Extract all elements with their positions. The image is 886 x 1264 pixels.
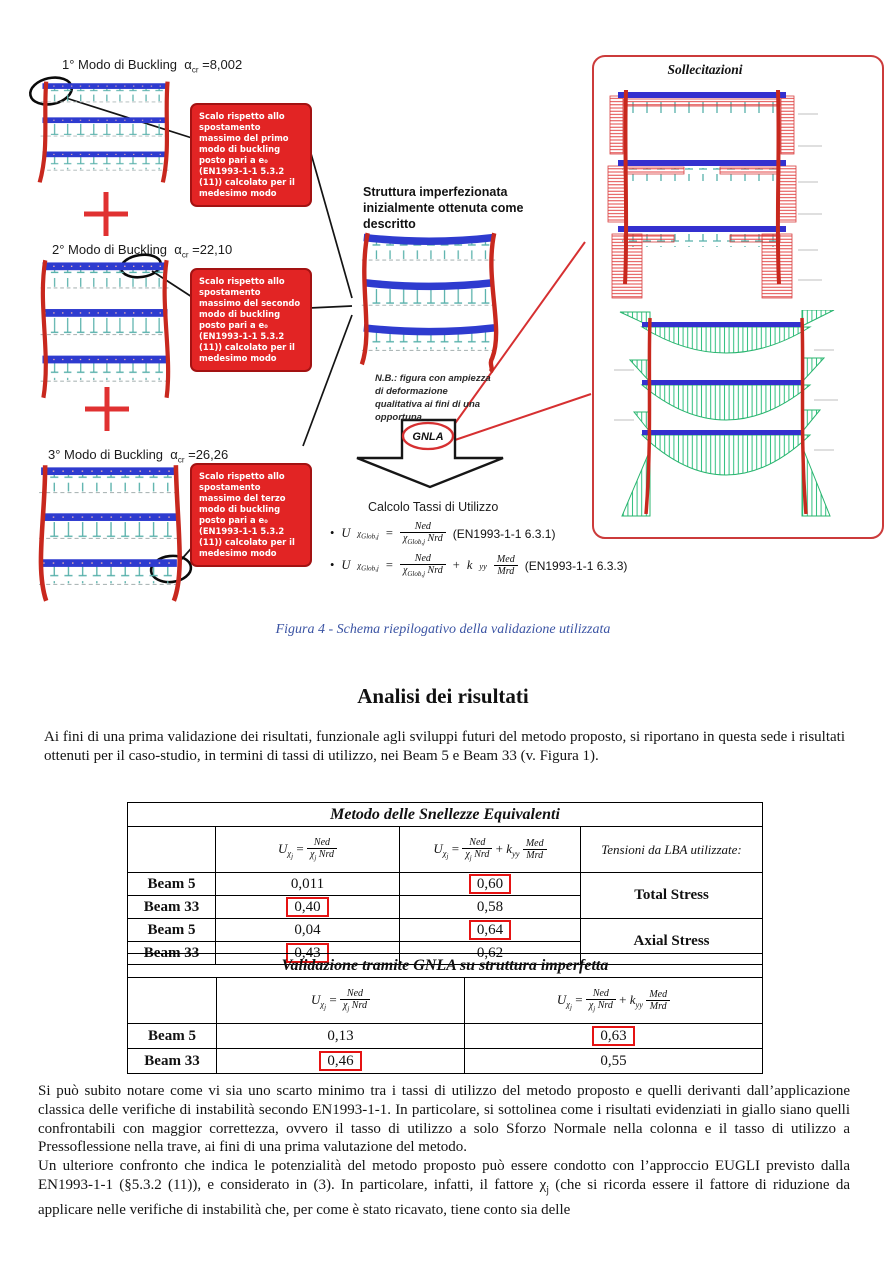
plus-icon-1 xyxy=(84,192,128,236)
mode3-frame-diagram xyxy=(33,463,185,603)
axial-force-diagram xyxy=(598,84,876,306)
value-leader-ticks xyxy=(798,114,822,280)
gnla-label: GNLA xyxy=(412,431,444,443)
paragraph-intro: Ai fini di una prima validazione dei risultati, funzionale agli sviluppi futuri del metodo proposto, si riportano in questa sede i risultati ottenuti per il caso-studio, in termini di tassi di utilizzo, nei Beam 5 e Beam 33 (v. Figura 1). xyxy=(44,729,845,764)
table2-formula-nm: $U_{\chi_j}$ = $\frac{\text{Ned}}{\chi_j Nrd}$ + $k_{yy}$ $\frac{\text{Med}}{\text{Mrd}}$ xyxy=(465,978,763,1024)
table-row: Beam 5 0,13 0,63 xyxy=(128,1024,763,1049)
mode1-frame-diagram xyxy=(35,80,175,184)
mode2-frame-diagram xyxy=(35,258,175,400)
bullet-icon: • xyxy=(330,558,335,573)
highlight-box: 0,46 xyxy=(319,1051,361,1071)
section-heading: Analisi dei risultati xyxy=(357,684,529,708)
table-row: Beam 33 0,43 0,62 xyxy=(128,942,763,965)
figure-caption: Figura 4 - Schema riepilogativo della validazione utilizzata xyxy=(275,622,611,637)
highlight-box: 0,64 xyxy=(469,920,511,940)
paragraph-results: Si può subito notare come vi sia uno scarto minimo tra i tassi di utilizzo del metodo proposto e quelli derivanti dall’applicazione classica delle verifiche di instabilità secondo EN1993-1-1. In particolare, si sottolinea come i risultati evidenziati in giallo siano quelli confrontabili con maggior correttezza, ovvero il tasso di utilizzo a solo Sforzo Normale nella colonna e il tasso di utilizzo a Pressoflessione nella trave, ai fini di una prima valutazione del metodo. xyxy=(38,1083,850,1156)
mode1-callout: Scalo rispetto allo spostamento massimo del primo modo di buckling posto pari a e₀ (EN1993-1-1 5.3.2 (11)) calcolato per il medesimo modo xyxy=(190,103,312,207)
mode2-title: 2° Modo di Buckling $\alpha_{cr} =22,10$ xyxy=(52,242,233,260)
imperfect-structure-label: Struttura imperfezionata inizialmente ottenuta come descritto xyxy=(363,185,524,231)
plus-icon-2 xyxy=(85,387,129,431)
table-row: Beam 5 0,011 0,60 Total Stress xyxy=(128,873,763,896)
table-row: Beam 33 0,40 0,58 xyxy=(128,896,763,919)
highlight-box: 0,63 xyxy=(592,1026,634,1046)
sollecitazioni-title: Sollecitazioni xyxy=(667,62,743,77)
table-row: Beam 33 0,46 0,55 xyxy=(128,1049,763,1074)
nb-note: N.B.: figura con ampiezza di deformazione qualitativa ai fini di una opportuna xyxy=(375,373,491,423)
figure-4 xyxy=(0,0,886,618)
table1-corner-cell xyxy=(128,827,216,873)
table1-formula-nm: $U_{\chi_j}$ = $\frac{\text{Ned}}{\chi_j Nrd}$ + $k_{yy}$ $\frac{\text{Med}}{\text{Mrd}}$ xyxy=(400,827,581,873)
paragraph-discussion xyxy=(38,1082,850,1220)
table2-corner-cell xyxy=(128,978,217,1024)
table-row: Beam 5 0,04 0,64 Axial Stress xyxy=(128,919,763,942)
table1-lba-header: Tensioni da LBA utilizzate: xyxy=(581,827,763,873)
table2-title: Validazione tramite GNLA su struttura imperfetta xyxy=(128,954,763,978)
mode3-title: 3° Modo di Buckling $\alpha_{cr} =26,26$ xyxy=(48,447,229,465)
bending-moment-diagram xyxy=(598,310,876,528)
table1-title: Metodo delle Snellezze Equivalenti xyxy=(128,803,763,827)
utilization-formula-1: • U $\chi_{Glob,j}$ = $\frac{\text{Ned}}{\chi_{Glob,j} Nrd}$ (EN1993-1-1 6.3.1) xyxy=(330,521,556,546)
bullet-icon: • xyxy=(330,526,335,541)
utilization-formula-2: • U $\chi_{Glob,j}$ = $\frac{\text{Ned}}{\chi_{Glob,j} Nrd}$ + k yy $\frac{\text{Med}}{\text{Mrd}}$ (EN1993-1-1 6.3.3) xyxy=(330,553,628,578)
table-validazione-gnla xyxy=(127,953,763,1074)
mode1-title: 1° Modo di Buckling $\alpha_{cr} =8,002$ xyxy=(62,57,243,75)
calc-title: Calcolo Tassi di Utilizzo xyxy=(368,500,499,514)
mode3-callout: Scalo rispetto allo spostamento massimo del terzo modo di buckling posto pari a e₀ (EN1993-1-1 5.3.2 (11)) calcolato per il medesimo modo xyxy=(190,463,312,567)
highlight-box: 0,60 xyxy=(469,874,511,894)
mode2-callout: Scalo rispetto allo spostamento massimo del secondo modo di buckling posto pari a e₀ (EN1993-1-1 5.3.2 (11)) calcolato per il medesimo modo xyxy=(190,268,312,372)
highlight-box: 0,40 xyxy=(286,897,328,917)
paragraph-eugli: Un ulteriore confronto che indica le potenzialità del metodo proposto può essere condotto con l’approccio EUGLI previsto dalla EN1993-1-1 (§5.3.2 (11)), e considerato in (3). In particolare, infatti, il fattore $\chi_j$ (che si ricorda essere il fattore di riduzione da applicare nelle verifiche di instabilità che, per come è stato ricavato, tiene conto sia delle xyxy=(38,1158,850,1218)
table1-formula-n: $U_{\chi_j}$ = $\frac{\text{Ned}}{\chi_j Nrd}$ xyxy=(216,827,400,873)
highlight-box: 0,43 xyxy=(286,943,328,963)
table2-formula-n: $U_{\chi_j}$ = $\frac{\text{Ned}}{\chi_j Nrd}$ xyxy=(217,978,465,1024)
imperfect-frame-diagram xyxy=(356,231,502,373)
table-snellezze-equivalenti xyxy=(127,802,763,965)
